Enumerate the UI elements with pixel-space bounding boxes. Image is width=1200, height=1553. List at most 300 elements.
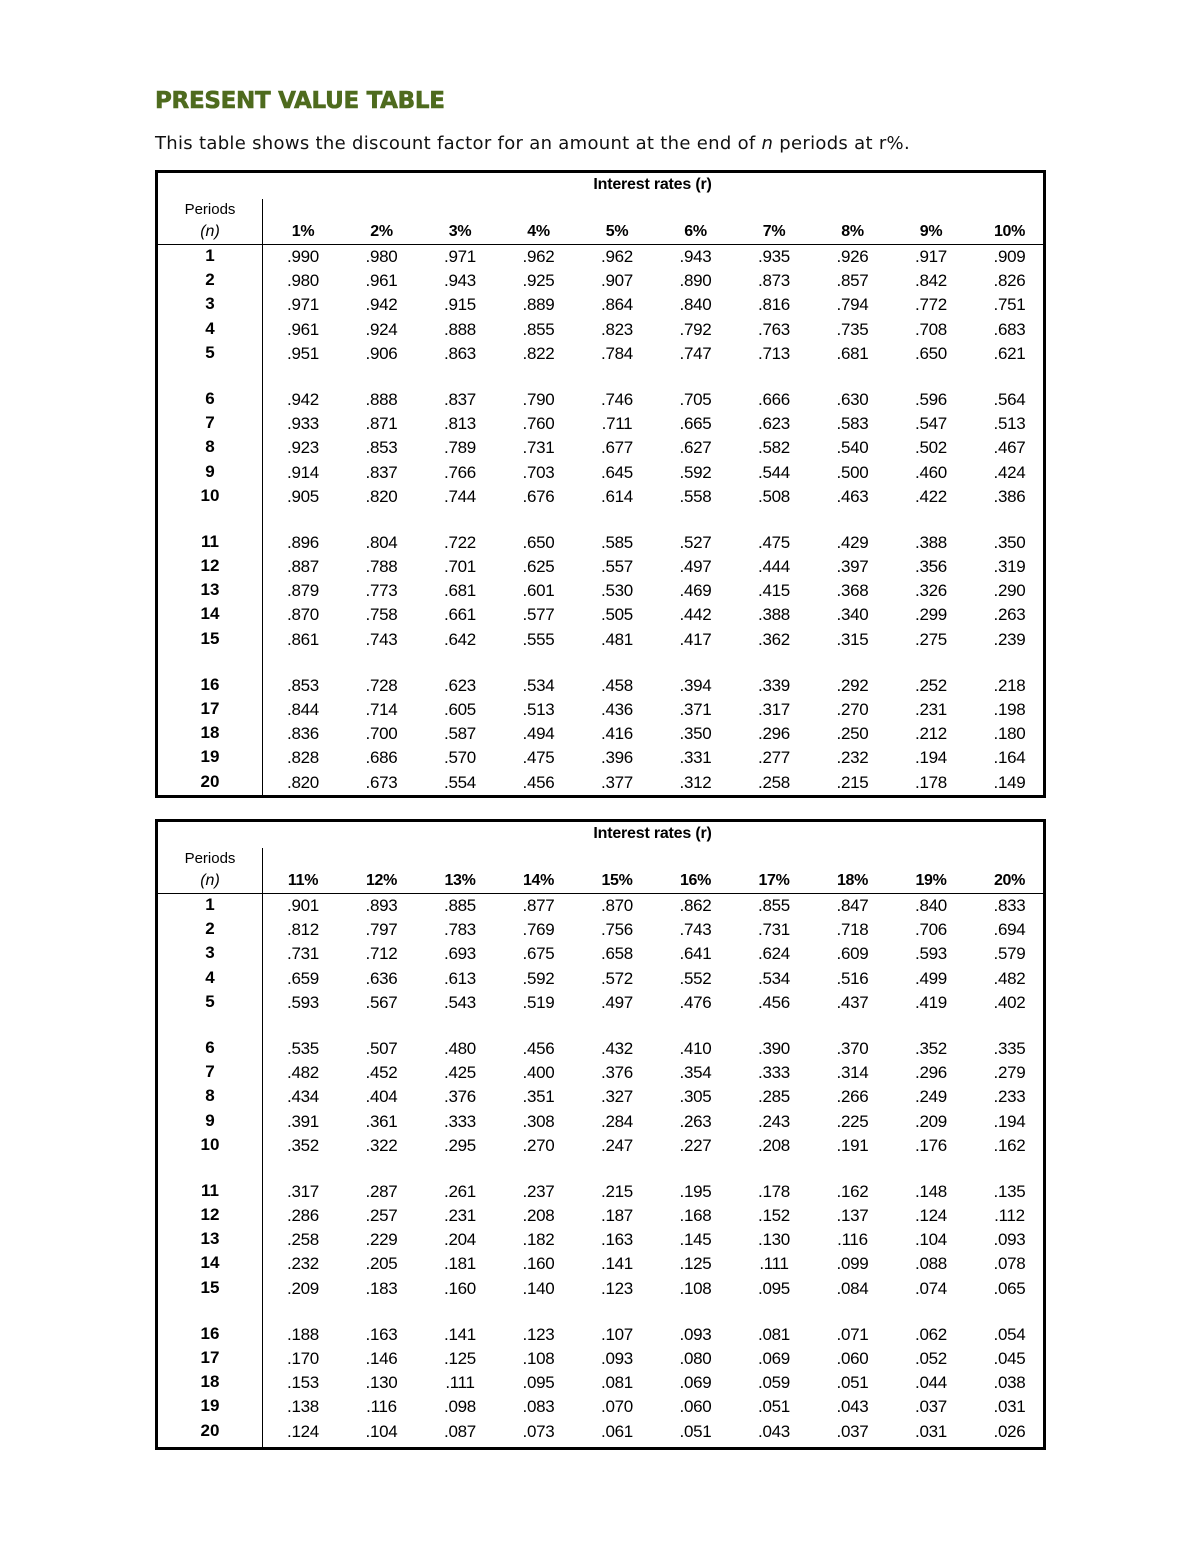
discount-factor-cell: .650: [915, 343, 947, 363]
rate-column-header: 13%: [444, 872, 476, 889]
discount-factor-cell: .225: [836, 1111, 869, 1131]
discount-factor-cell: .317: [758, 700, 790, 719]
discount-factor-cell: .645: [601, 462, 633, 482]
discount-factor-cell: .376: [444, 1087, 476, 1107]
discount-factor-cell: .112: [994, 1206, 1025, 1226]
discount-factor-cell: .766: [444, 462, 476, 482]
rate-column-header: 8%: [841, 223, 864, 240]
table-row: [158, 412, 1043, 436]
discount-factor-cell: .942: [287, 389, 319, 409]
discount-factor-cell: .340: [836, 605, 869, 625]
discount-factor-cell: .168: [679, 1206, 712, 1226]
discount-factor-cell: .842: [915, 271, 947, 291]
discount-factor-cell: .476: [679, 992, 712, 1012]
discount-factor-cell: .706: [915, 920, 947, 940]
discount-factor-cell: .051: [758, 1397, 790, 1417]
discount-factor-cell: .312: [679, 772, 712, 792]
discount-factor-cell: .935: [758, 247, 790, 266]
discount-factor-cell: .390: [758, 1038, 790, 1058]
period-number: 5: [205, 342, 215, 362]
discount-factor-cell: .437: [836, 992, 869, 1012]
discount-factor-cell: .212: [915, 724, 947, 744]
discount-factor-cell: .434: [287, 1087, 319, 1107]
discount-factor-cell: .377: [601, 772, 633, 792]
discount-factor-cell: .249: [915, 1087, 947, 1107]
discount-factor-cell: .788: [365, 557, 398, 577]
discount-factor-cell: .888: [444, 319, 476, 339]
discount-factor-cell: .547: [915, 414, 947, 434]
discount-factor-cell: .250: [836, 724, 869, 744]
table-row: [158, 1085, 1043, 1109]
period-number: 7: [205, 1062, 215, 1082]
description-text-end: periods at r%.: [773, 133, 910, 154]
period-number: 1: [205, 895, 215, 914]
discount-factor-cell: .397: [836, 557, 869, 577]
discount-factor-cell: .540: [836, 438, 869, 458]
discount-factor-cell: .124: [915, 1206, 947, 1226]
discount-factor-cell: .502: [915, 438, 947, 458]
discount-factor-cell: .924: [365, 319, 398, 339]
discount-factor-cell: .402: [993, 992, 1026, 1012]
discount-factor-cell: .317: [287, 1181, 319, 1201]
discount-factor-cell: .870: [601, 896, 633, 915]
discount-factor-cell: .361: [365, 1111, 398, 1131]
discount-factor-cell: .718: [836, 920, 869, 940]
table-row: [158, 628, 1043, 652]
rate-column-header: 1%: [291, 223, 315, 240]
discount-factor-cell: .614: [601, 486, 633, 506]
discount-factor-cell: .081: [758, 1324, 790, 1344]
discount-factor-cell: .583: [836, 414, 869, 434]
discount-factor-cell: .069: [679, 1373, 712, 1393]
discount-factor-cell: .308: [522, 1111, 555, 1131]
discount-factor-cell: .319: [993, 557, 1026, 577]
discount-factor-cell: .497: [601, 992, 633, 1012]
discount-factor-cell: .204: [444, 1230, 476, 1250]
rate-column-header: 4%: [527, 223, 550, 240]
discount-factor-cell: .926: [836, 247, 869, 266]
period-number: 20: [200, 1420, 220, 1440]
discount-factor-cell: .054: [993, 1324, 1026, 1344]
discount-factor-cell: .335: [993, 1038, 1026, 1058]
discount-factor-cell: .582: [758, 438, 790, 458]
discount-factor-cell: .088: [915, 1254, 947, 1274]
discount-factor-cell: .893: [365, 896, 398, 915]
discount-factor-cell: .145: [679, 1230, 712, 1250]
discount-factor-cell: .080: [679, 1349, 712, 1368]
discount-factor-cell: .031: [993, 1397, 1026, 1417]
discount-factor-cell: .714: [365, 700, 398, 719]
discount-factor-cell: .658: [601, 944, 633, 964]
discount-factor-cell: .376: [601, 1063, 633, 1083]
discount-factor-cell: .642: [444, 629, 476, 649]
discount-factor-cell: .840: [915, 896, 947, 915]
discount-factor-cell: .299: [915, 605, 947, 625]
discount-factor-cell: .037: [836, 1421, 869, 1441]
discount-factor-cell: .783: [444, 920, 476, 940]
discount-factor-cell: .482: [993, 968, 1026, 988]
discount-factor-cell: .661: [444, 605, 476, 625]
discount-factor-cell: .037: [915, 1397, 947, 1417]
period-number: 16: [200, 674, 220, 694]
discount-factor-cell: .933: [287, 414, 319, 434]
discount-factor-cell: .480: [444, 1038, 476, 1058]
discount-factor-cell: .570: [444, 748, 476, 768]
table-row: [158, 942, 1043, 966]
discount-factor-cell: .314: [836, 1063, 869, 1083]
discount-factor-cell: .769: [522, 920, 555, 940]
discount-factor-cell: .630: [836, 389, 869, 409]
discount-factor-cell: .191: [836, 1135, 869, 1155]
discount-factor-cell: .422: [915, 486, 947, 506]
discount-factor-cell: .747: [679, 343, 712, 363]
discount-factor-cell: .625: [522, 557, 555, 577]
discount-factor-cell: .605: [444, 700, 476, 719]
discount-factor-cell: .356: [915, 557, 947, 577]
discount-factor-cell: .098: [444, 1397, 476, 1417]
discount-factor-cell: .659: [287, 968, 319, 988]
discount-factor-cell: .218: [993, 675, 1026, 695]
discount-factor-cell: .535: [287, 1038, 319, 1058]
discount-factor-cell: .045: [993, 1349, 1026, 1368]
period-number: 9: [205, 1110, 215, 1130]
discount-factor-cell: .388: [758, 605, 790, 625]
rate-column-header: 17%: [758, 872, 790, 889]
table-row: [158, 555, 1043, 579]
discount-factor-cell: .227: [679, 1135, 712, 1155]
discount-factor-cell: .482: [287, 1063, 319, 1083]
discount-factor-cell: .456: [522, 772, 555, 792]
discount-factor-cell: .555: [522, 629, 555, 649]
discount-factor-cell: .731: [522, 438, 555, 458]
discount-factor-cell: .062: [915, 1324, 947, 1344]
discount-factor-cell: .111: [759, 1254, 789, 1274]
discount-factor-cell: .683: [993, 319, 1026, 339]
discount-factor-cell: .564: [993, 389, 1026, 409]
discount-factor-cell: .065: [993, 1278, 1026, 1298]
discount-factor-cell: .833: [993, 896, 1026, 915]
period-number: 5: [205, 991, 215, 1011]
discount-factor-cell: .352: [915, 1038, 947, 1058]
discount-factor-cell: .104: [365, 1421, 398, 1441]
table-row: [158, 342, 1043, 366]
discount-factor-cell: .135: [993, 1181, 1026, 1201]
discount-factor-cell: .467: [993, 438, 1026, 458]
discount-factor-cell: .231: [444, 1206, 476, 1226]
rate-header-row: [262, 872, 1043, 892]
discount-factor-cell: .572: [601, 968, 633, 988]
rate-column-header: 9%: [919, 223, 943, 240]
discount-factor-cell: .743: [679, 920, 712, 940]
discount-factor-cell: .285: [758, 1087, 790, 1107]
discount-factor-cell: .871: [365, 414, 398, 434]
table-row: [158, 318, 1043, 342]
period-number: 10: [200, 1134, 220, 1154]
discount-factor-cell: .665: [679, 414, 712, 434]
discount-factor-cell: .499: [915, 968, 947, 988]
period-number: 12: [200, 1205, 220, 1225]
discount-factor-cell: .163: [365, 1324, 398, 1344]
rate-column-header: 19%: [915, 872, 947, 889]
period-number: 7: [205, 413, 215, 433]
discount-factor-cell: .587: [444, 724, 476, 744]
discount-factor-cell: .889: [522, 295, 555, 315]
discount-factor-cell: .124: [287, 1421, 319, 1441]
discount-factor-cell: .837: [444, 389, 476, 409]
discount-factor-cell: .784: [601, 343, 633, 363]
discount-factor-cell: .772: [915, 295, 947, 315]
discount-factor-cell: .797: [365, 920, 398, 940]
discount-factor-cell: .160: [522, 1254, 555, 1274]
discount-factor-cell: .613: [444, 968, 476, 988]
discount-factor-cell: .557: [601, 557, 633, 577]
discount-factor-cell: .292: [836, 675, 869, 695]
discount-factor-cell: .703: [522, 462, 555, 482]
discount-factor-cell: .650: [522, 532, 555, 552]
discount-factor-cell: .279: [993, 1063, 1026, 1083]
discount-factor-cell: .593: [287, 992, 319, 1012]
rate-column-header: 7%: [762, 223, 786, 240]
discount-factor-cell: .149: [993, 772, 1026, 792]
period-number: 13: [200, 580, 220, 600]
period-number: 1: [205, 246, 215, 265]
discount-factor-cell: .728: [365, 675, 398, 695]
discount-factor-cell: .677: [601, 438, 633, 458]
discount-factor-cell: .917: [915, 247, 947, 266]
discount-factor-cell: .887: [287, 557, 319, 577]
discount-factor-cell: .971: [444, 247, 476, 266]
discount-factor-cell: .543: [444, 992, 476, 1012]
discount-factor-cell: .296: [758, 724, 790, 744]
discount-factor-cell: .681: [836, 343, 869, 363]
discount-factor-cell: .231: [915, 700, 947, 719]
period-number: 14: [200, 1253, 220, 1273]
discount-factor-cell: .429: [836, 532, 869, 552]
present-value-table-1: [155, 170, 1046, 798]
discount-factor-cell: .247: [601, 1135, 633, 1155]
discount-factor-cell: .258: [287, 1230, 319, 1250]
discount-factor-cell: .140: [522, 1278, 555, 1298]
discount-factor-cell: .700: [365, 724, 398, 744]
discount-factor-cell: .093: [601, 1349, 633, 1368]
discount-factor-cell: .820: [287, 772, 319, 792]
discount-factor-cell: .295: [444, 1135, 476, 1155]
discount-factor-cell: .481: [601, 629, 633, 649]
discount-factor-cell: .826: [993, 271, 1026, 291]
discount-factor-cell: .623: [444, 675, 476, 695]
discount-factor-cell: .847: [836, 896, 869, 915]
periods-n-label: (n): [200, 223, 220, 240]
discount-factor-cell: .816: [758, 295, 790, 315]
discount-factor-cell: .073: [522, 1421, 555, 1441]
discount-factor-cell: .257: [365, 1206, 398, 1226]
interest-rates-heading: Interest rates (r): [593, 176, 712, 193]
discount-factor-cell: .432: [601, 1038, 633, 1058]
discount-factor-cell: .609: [836, 944, 869, 964]
period-number: 3: [205, 294, 215, 314]
period-number: 3: [205, 943, 215, 963]
table-row: [158, 1110, 1043, 1134]
period-number: 9: [205, 461, 215, 481]
discount-factor-cell: .425: [444, 1063, 476, 1083]
discount-factor-cell: .790: [522, 389, 555, 409]
discount-factor-cell: .621: [993, 343, 1026, 363]
discount-factor-cell: .208: [758, 1135, 790, 1155]
discount-factor-cell: .270: [522, 1135, 555, 1155]
discount-factor-cell: .163: [601, 1230, 633, 1250]
discount-factor-cell: .400: [522, 1063, 555, 1083]
discount-factor-cell: .130: [365, 1373, 398, 1393]
discount-factor-cell: .386: [993, 486, 1026, 506]
discount-factor-cell: .146: [365, 1349, 398, 1368]
discount-factor-cell: .879: [287, 581, 319, 601]
discount-factor-cell: .731: [758, 920, 790, 940]
rate-column-header: 2%: [370, 223, 393, 240]
table-row: [158, 485, 1043, 509]
description-n-variable: n: [761, 133, 774, 154]
discount-factor-cell: .836: [287, 724, 319, 744]
discount-factor-cell: .500: [836, 462, 869, 482]
discount-factor-cell: .844: [287, 700, 319, 719]
discount-factor-cell: .326: [915, 581, 947, 601]
discount-factor-cell: .980: [287, 271, 319, 291]
table-row: [158, 1323, 1043, 1347]
table-row: [158, 1134, 1043, 1158]
discount-factor-cell: .804: [365, 532, 398, 552]
discount-factor-cell: .527: [679, 532, 712, 552]
discount-factor-cell: .923: [287, 438, 319, 458]
discount-factor-cell: .915: [444, 295, 476, 315]
discount-factor-cell: .513: [993, 414, 1026, 434]
discount-factor-cell: .961: [365, 271, 398, 291]
discount-factor-cell: .519: [522, 992, 555, 1012]
discount-factor-cell: .371: [679, 700, 712, 719]
discount-factor-cell: .577: [522, 605, 555, 625]
discount-factor-cell: .763: [758, 319, 790, 339]
table-row: [158, 245, 1043, 269]
discount-factor-cell: .141: [601, 1254, 633, 1274]
discount-factor-cell: .183: [365, 1278, 398, 1298]
discount-factor-cell: .823: [601, 319, 633, 339]
period-number: 10: [200, 485, 220, 505]
table-row: [158, 1180, 1043, 1204]
discount-factor-cell: .352: [287, 1135, 319, 1155]
discount-factor-cell: .233: [993, 1087, 1026, 1107]
discount-factor-cell: .270: [836, 700, 869, 719]
discount-factor-cell: .188: [287, 1324, 319, 1344]
discount-factor-cell: .060: [836, 1349, 869, 1368]
discount-factor-cell: .370: [836, 1038, 869, 1058]
table-row: [158, 531, 1043, 555]
discount-factor-cell: .758: [365, 605, 398, 625]
discount-factor-cell: .069: [758, 1349, 790, 1368]
discount-factor-cell: .442: [679, 605, 712, 625]
discount-factor-cell: .178: [915, 772, 947, 792]
discount-factor-cell: .890: [679, 271, 712, 291]
discount-factor-cell: .031: [915, 1421, 947, 1441]
discount-factor-cell: .170: [287, 1349, 319, 1368]
discount-factor-cell: .701: [444, 557, 476, 577]
period-number: 15: [200, 628, 220, 648]
discount-factor-cell: .424: [993, 462, 1026, 482]
discount-factor-cell: .215: [601, 1181, 633, 1201]
discount-factor-cell: .837: [365, 462, 398, 482]
discount-factor-cell: .751: [993, 295, 1026, 315]
rate-column-header: 12%: [365, 872, 398, 889]
discount-factor-cell: .820: [365, 486, 398, 506]
rate-column-header: 16%: [679, 872, 712, 889]
discount-factor-cell: .905: [287, 486, 319, 506]
discount-factor-cell: .864: [601, 295, 633, 315]
rate-column-header: 6%: [684, 223, 707, 240]
discount-factor-cell: .208: [522, 1206, 555, 1226]
discount-factor-cell: .789: [444, 438, 476, 458]
discount-factor-cell: .822: [522, 343, 555, 363]
table-row: [158, 1395, 1043, 1419]
discount-factor-cell: .961: [287, 319, 319, 339]
discount-factor-cell: .275: [915, 629, 947, 649]
discount-factor-cell: .885: [444, 896, 476, 915]
period-number: 12: [200, 556, 220, 576]
interest-rates-heading: Interest rates (r): [593, 825, 712, 842]
discount-factor-cell: .305: [679, 1087, 712, 1107]
discount-factor-cell: .530: [601, 581, 633, 601]
discount-factor-cell: .194: [993, 1111, 1026, 1131]
table-row: [158, 388, 1043, 412]
discount-factor-cell: .243: [758, 1111, 790, 1131]
discount-factor-cell: .870: [287, 605, 319, 625]
discount-factor-cell: .258: [758, 772, 790, 792]
discount-factor-cell: .675: [522, 944, 555, 964]
discount-factor-cell: .456: [522, 1038, 555, 1058]
page-title: PRESENT VALUE TABLE: [155, 88, 445, 114]
table-description: [155, 133, 910, 154]
period-number: 11: [201, 531, 219, 551]
discount-factor-cell: .061: [601, 1421, 633, 1441]
discount-factor-cell: .708: [915, 319, 947, 339]
discount-factor-cell: .417: [679, 629, 712, 649]
period-number: 18: [200, 1372, 220, 1392]
discount-factor-cell: .252: [915, 675, 947, 695]
discount-factor-cell: .059: [758, 1373, 790, 1393]
rate-column-header: 14%: [522, 872, 555, 889]
discount-factor-cell: .277: [758, 748, 790, 768]
period-number: 8: [205, 1086, 215, 1106]
table-row: [158, 269, 1043, 293]
discount-factor-cell: .513: [522, 700, 555, 719]
discount-factor-cell: .544: [758, 462, 790, 482]
discount-factor-cell: .516: [836, 968, 869, 988]
discount-factor-cell: .095: [522, 1373, 555, 1393]
discount-factor-cell: .354: [679, 1063, 712, 1083]
discount-factor-cell: .567: [365, 992, 398, 1012]
discount-factor-cell: .475: [522, 748, 555, 768]
discount-factor-cell: .942: [365, 295, 398, 315]
discount-factor-cell: .596: [915, 389, 947, 409]
period-number: 8: [205, 437, 215, 457]
discount-factor-cell: .452: [365, 1063, 398, 1083]
discount-factor-cell: .711: [601, 414, 633, 434]
period-number: 6: [205, 1037, 215, 1057]
discount-factor-cell: .469: [679, 581, 712, 601]
discount-factor-cell: .722: [444, 532, 476, 552]
rate-column-header: 20%: [993, 872, 1026, 889]
discount-factor-cell: .327: [601, 1087, 633, 1107]
discount-factor-cell: .074: [915, 1278, 947, 1298]
discount-factor-cell: .855: [758, 896, 790, 915]
discount-factor-cell: .857: [836, 271, 869, 291]
discount-factor-cell: .694: [993, 920, 1026, 940]
